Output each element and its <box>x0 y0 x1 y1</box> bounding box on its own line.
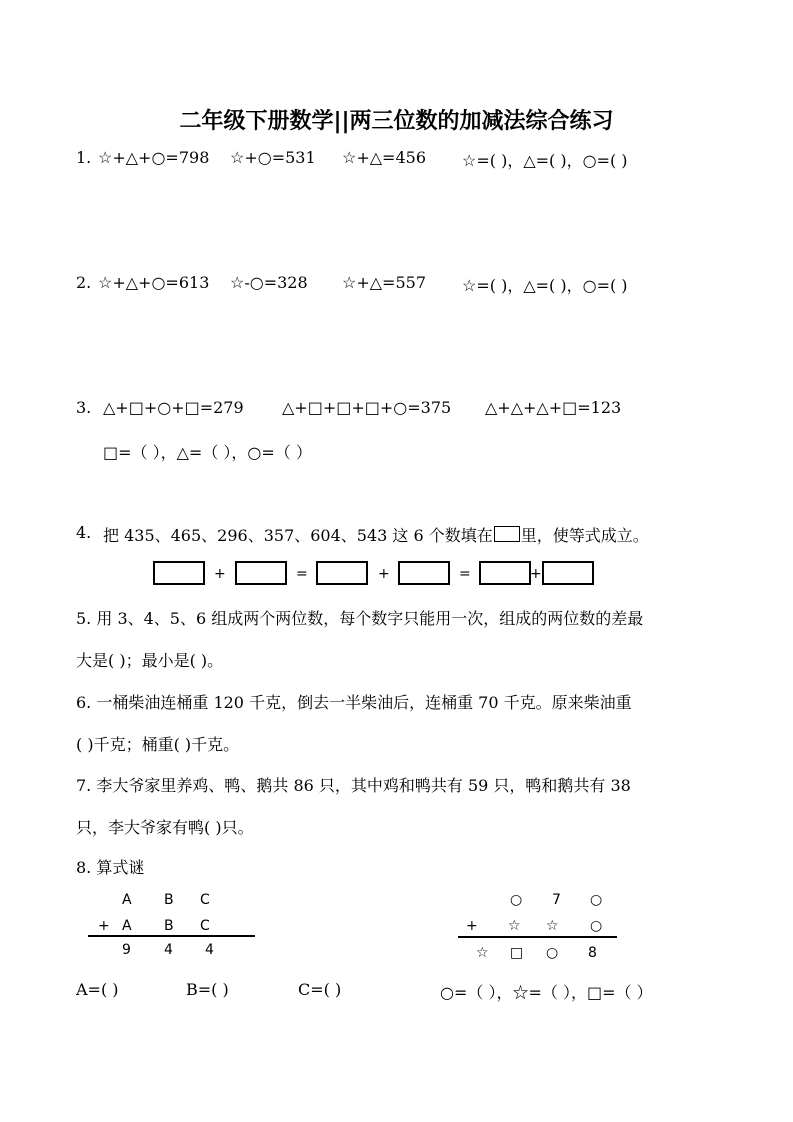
q3-equation-3: △+△+△+□=123 <box>485 398 622 417</box>
q3-number: 3. <box>76 398 92 417</box>
q3-equation-2: △+□+□+□+○=375 <box>282 398 452 417</box>
q4-answer-box-5[interactable] <box>479 561 531 585</box>
left-r2-3: C <box>200 918 210 934</box>
q4-answer-box-6[interactable] <box>542 561 594 585</box>
q4-plus-1: + <box>214 566 226 582</box>
right-r1-1: ○ <box>510 892 523 908</box>
q7-line-1: 7. 李大爷家里养鸡、鸭、鹅共 86 只，其中鸡和鸭共有 59 只，鸭和鹅共有 38 <box>76 776 631 795</box>
q5-line-2: 大是( )；最小是( )。 <box>76 651 224 670</box>
q2-equation-2: ☆-○=328 <box>230 273 308 292</box>
q4-text-a: 把 435、465、296、357、604、543 这 6 个数填在 <box>103 526 493 545</box>
right-r1-3: ○ <box>590 892 603 908</box>
q4-equals-2: = <box>459 566 471 582</box>
answer-a: A=( ) <box>76 980 119 999</box>
q4-plus-2: + <box>378 566 390 582</box>
right-sum-line <box>458 936 617 938</box>
q6-line-1: 6. 一桶柴油连桶重 120 千克，倒去一半柴油后，连桶重 70 千克。原来柴油重 <box>76 693 632 712</box>
left-r1-3: C <box>200 892 210 908</box>
q2-equation-3: ☆+△=557 <box>342 273 426 292</box>
left-r1-1: A <box>122 892 132 908</box>
q4-answer-box-1[interactable] <box>153 561 205 585</box>
left-r3-3: 4 <box>205 942 214 958</box>
right-r3-2: □ <box>510 945 524 961</box>
page-title: 二年级下册数学||两三位数的加减法综合练习 <box>179 109 614 134</box>
q1-number: 1. <box>76 148 92 167</box>
q4-text <box>103 523 649 546</box>
q1-equation-1: ☆+△+○=798 <box>98 148 210 167</box>
answer-c: C=( ) <box>298 980 342 999</box>
right-r2-1: ☆ <box>508 918 521 934</box>
right-r3-3: ○ <box>546 945 559 961</box>
q1-answer: ☆=( )，△=( )，○=( ) <box>462 151 628 170</box>
q6-line-2: ( )千克；桶重( )千克。 <box>76 735 240 754</box>
q4-number: 4. <box>76 523 92 542</box>
left-op: + <box>98 918 110 934</box>
q3-equation-1: △+□+○+□=279 <box>103 398 244 417</box>
right-r1-2: 7 <box>552 892 561 908</box>
right-r3-1: ☆ <box>476 945 489 961</box>
q4-equals-1: = <box>296 566 308 582</box>
right-op: + <box>466 918 478 934</box>
answer-b: B=( ) <box>186 980 229 999</box>
q5-line-1: 5. 用 3、4、5、6 组成两个两位数，每个数字只能用一次，组成的两位数的差最 <box>76 609 644 628</box>
right-r2-3: ○ <box>590 918 603 934</box>
q4-text-b: 里，使等式成立。 <box>520 526 649 545</box>
q2-equation-1: ☆+△+○=613 <box>98 273 210 292</box>
q2-answer: ☆=( )，△=( )，○=( ) <box>462 276 628 295</box>
q3-answer: □=（ ），△=（ ），○=（ ） <box>103 443 312 462</box>
q2-number: 2. <box>76 273 92 292</box>
left-sum-line <box>88 935 255 937</box>
q1-equation-2: ☆+○=531 <box>230 148 316 167</box>
right-r2-2: ☆ <box>546 918 559 934</box>
right-answers: ○=（ ），☆=（ ），□=（ ） <box>440 983 653 1002</box>
left-r3-1: 9 <box>122 942 131 958</box>
left-r1-2: B <box>164 892 174 908</box>
q4-plus-3: + <box>530 566 542 582</box>
q7-line-2: 只，李大爷家有鸭( )只。 <box>76 818 254 837</box>
q4-inline-box <box>494 526 520 542</box>
left-r3-2: 4 <box>164 942 173 958</box>
q4-answer-box-3[interactable] <box>316 561 368 585</box>
right-r3-4: 8 <box>588 945 597 961</box>
q1-equation-3: ☆+△=456 <box>342 148 426 167</box>
left-r2-1: A <box>122 918 132 934</box>
q4-answer-box-2[interactable] <box>235 561 287 585</box>
q4-answer-box-4[interactable] <box>398 561 450 585</box>
q8-title: 8. 算式谜 <box>76 858 145 877</box>
left-r2-2: B <box>164 918 174 934</box>
